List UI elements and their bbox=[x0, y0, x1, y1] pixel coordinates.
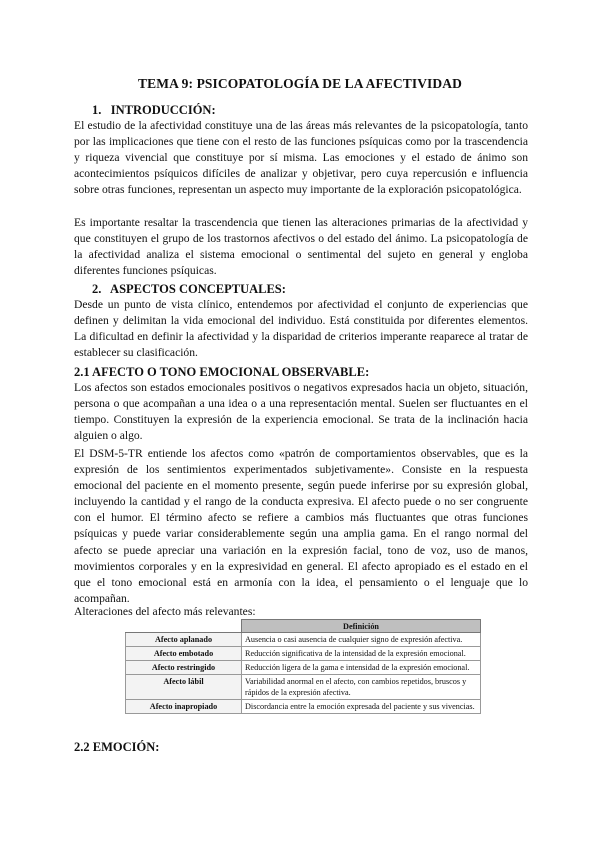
afecto-paragraph-2: El DSM-5-TR entiende los afectos como «patrón de comportamientos observables, que es la expresión de los sentimientos experimentados subjetivamente». Consiste en la respuesta emocional del paciente en el momento presente, según puede inferirse por su expresión global, incluyendo la cantidad y el rango de la conducta expresiva. El afecto puede o no ser congruente con el humor. El término afecto se refiere a cambios más fluctuantes que otras funciones psíquicas y puede variar considerablemente según una amplia gama. En el rango normal del afecto se puede apreciar una variación en la expresión facial, tono de voz, uso de manos, movimientos corporales y en la expresividad en general. El afecto apropiado es el estado en el que el tono emocional está en armonía con la idea, el pensamiento o el lenguaje que lo acompañan. bbox=[74, 447, 528, 605]
table-header-row bbox=[126, 620, 481, 633]
table-row bbox=[126, 700, 481, 714]
afecto-alteraciones-table bbox=[125, 619, 481, 714]
table-definition: Variabilidad anormal en el afecto, con cambios repetidos, bruscos y rápidos de la expresión afectiva. bbox=[242, 675, 481, 700]
afecto-paragraph-1: Los afectos son estados emocionales positivos o negativos expresados hacia un objeto, situación, persona o que acompañan a una idea o a una representación mental. Suelen ser fluctuantes en el tiempo. Constituyen la expresión de la experiencia emocional. Se trata de la inclinación hacia alguien o algo. bbox=[74, 381, 528, 443]
heading-emocion: 2.2 EMOCIÓN: bbox=[74, 740, 160, 754]
heading-aspectos-conceptuales: 2. ASPECTOS CONCEPTUALES: bbox=[92, 282, 286, 296]
table-row bbox=[126, 647, 481, 661]
table-header-empty bbox=[126, 620, 242, 633]
table-term: Afecto aplanado bbox=[126, 633, 242, 647]
table-term: Afecto embotado bbox=[126, 647, 242, 661]
table-definition: Ausencia o casi ausencia de cualquier signo de expresión afectiva. bbox=[242, 633, 481, 647]
heading-afecto: 2.1 AFECTO O TONO EMOCIONAL OBSERVABLE: bbox=[74, 365, 370, 379]
table-row bbox=[126, 661, 481, 675]
table-term: Afecto lábil bbox=[126, 675, 242, 700]
table-definition: Reducción ligera de la gama e intensidad de la expresión emocional. bbox=[242, 661, 481, 675]
intro-paragraph-1: El estudio de la afectividad constituye una de las áreas más relevantes de la psicopatología, tanto por las implicaciones que tiene con el resto de las funciones psíquicas como por la trascendencia y riqueza vivencial que constituye por sí misma. Las emociones y el estado de ánimo son acontecimientos psíquicos difíciles de analizar y objetivar, pero cuya repercusión e influencia sobre otras funciones, representan un aspecto muy importante de la exploración psicopatológica. bbox=[74, 119, 528, 197]
table-definition: Reducción significativa de la intensidad de la expresión emocional. bbox=[242, 647, 481, 661]
page-title: TEMA 9: PSICOPATOLOGÍA DE LA AFECTIVIDAD bbox=[138, 76, 462, 91]
table-term: Afecto inapropiado bbox=[126, 700, 242, 714]
aspectos-paragraph-1: Desde un punto de vista clínico, entendemos por afectividad el conjunto de experiencias que definen y delimitan la vida emocional del individuo. Está constituida por diferentes elementos. La dificultad en definir la afectividad y la disparidad de criterios imperante reaparece al tratar de establecer su clasificación. bbox=[74, 298, 528, 360]
table-term: Afecto restringido bbox=[126, 661, 242, 675]
table-row bbox=[126, 633, 481, 647]
intro-paragraph-2: Es importante resaltar la trascendencia que tienen las alteraciones primarias de la afectividad y que constituyen el grupo de los trastornos afectivos o del estado del ánimo. La psicopatología de la afectividad analiza el sistema emocional o sentimental del sujeto en general y engloba diferentes funciones psíquicas. bbox=[74, 216, 528, 278]
heading-introduccion: 1. INTRODUCCIÓN: bbox=[92, 103, 216, 117]
table-caption: Alteraciones del afecto más relevantes: bbox=[74, 605, 256, 618]
table-header-definicion: Definición bbox=[242, 620, 481, 633]
table-row bbox=[126, 675, 481, 700]
table-definition: Discordancia entre la emoción expresada del paciente y sus vivencias. bbox=[242, 700, 481, 714]
